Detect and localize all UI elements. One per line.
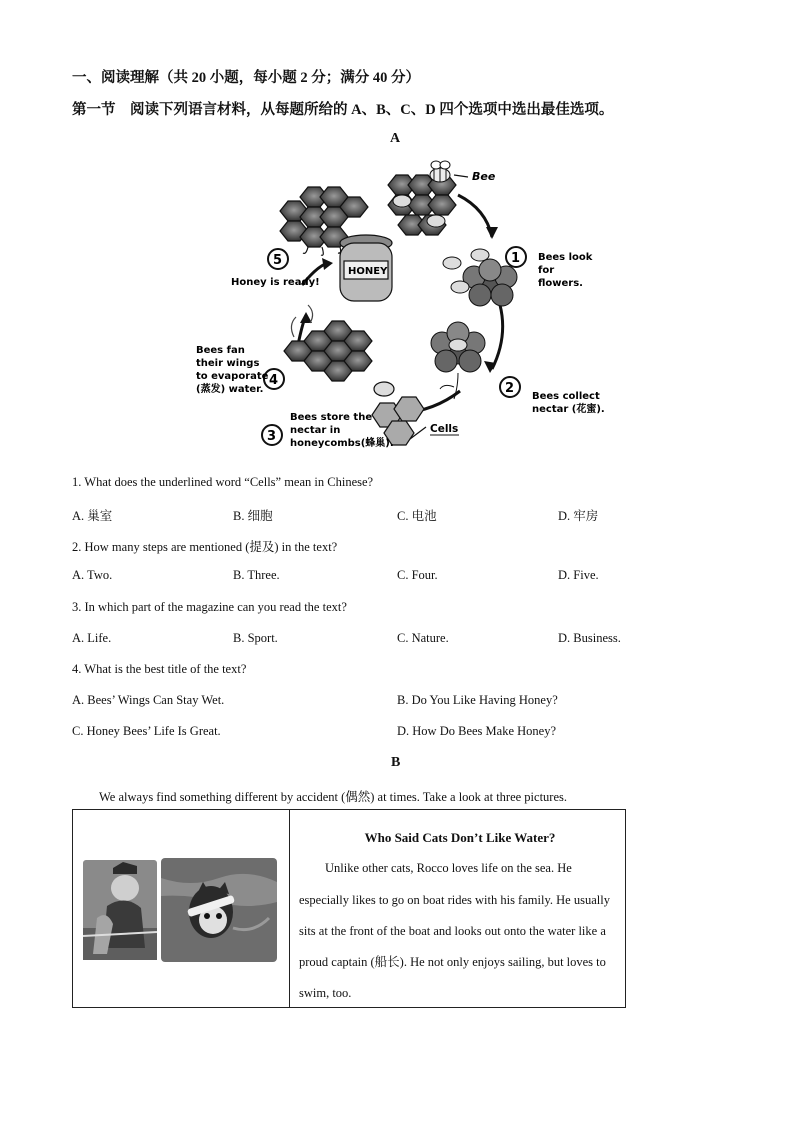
story-box <box>299 822 621 1010</box>
question-1: 1. What does the underlined word “Cells” mean in Chinese? <box>72 475 374 489</box>
question-3: 3. In which part of the magazine can you read the text? <box>72 600 347 614</box>
story-title: Who Said Cats Don’t Like Water? <box>364 830 556 845</box>
flower-bee-icon <box>431 322 485 399</box>
part-a-label: A <box>390 131 401 146</box>
q1-option-b: B. 细胞 <box>233 509 273 523</box>
svg-text:flowers.: flowers. <box>538 278 583 289</box>
honeycomb-fan-icon <box>284 305 372 381</box>
svg-text:4: 4 <box>269 373 279 388</box>
q3-option-c: C. Nature. <box>397 631 449 645</box>
story-text: Unlike other cats, Rocco loves life on the sea. He especially likes to go on boat rides with his family. He usually sits at the front of the boat and looks out onto the water like a proud captain (船长). He not only enjoys sailing, but loves to swim, too. <box>299 861 610 1001</box>
part-b-intro: We always find something different by accident (偶然) at times. Take a look at three pictures. <box>99 790 567 804</box>
q2-option-a: A. Two. <box>72 568 113 582</box>
question-4: 4. What is the best title of the text? <box>72 662 247 676</box>
pointer-line <box>454 175 468 177</box>
jar-label: HONEY <box>348 266 388 277</box>
svg-text:to evaporate: to evaporate <box>196 371 269 382</box>
svg-text:1: 1 <box>511 251 521 266</box>
cat-captain-photo <box>83 860 157 960</box>
question-2: 2. How many steps are mentioned (提及) in the text? <box>72 540 338 554</box>
svg-text:Bees store the: Bees store the <box>290 412 373 423</box>
svg-text:Bees collect: Bees collect <box>532 391 600 402</box>
section-header: 一、阅读理解（共 20 小题，每小题 2 分；满分 40 分） <box>72 70 420 86</box>
part-b-label: B <box>391 755 401 770</box>
svg-text:Bees look: Bees look <box>538 252 593 263</box>
q1-option-c: C. 电池 <box>397 509 437 523</box>
story-table <box>72 809 626 1008</box>
svg-text:nectar in: nectar in <box>290 425 341 436</box>
svg-text:Bees fan: Bees fan <box>196 345 245 356</box>
q1-option-d: D. 牢房 <box>558 509 599 523</box>
svg-text:3: 3 <box>267 429 277 444</box>
svg-text:Honey is ready!: Honey is ready! <box>231 277 320 288</box>
q3-option-b: B. Sport. <box>233 631 278 645</box>
q3-option-d: D. Business. <box>558 631 621 645</box>
cells-icon <box>372 382 424 445</box>
svg-text:for: for <box>538 265 555 276</box>
q2-option-c: C. Four. <box>397 568 438 582</box>
svg-text:nectar (花蜜).: nectar (花蜜). <box>532 404 605 415</box>
svg-text:honeycombs(蜂巢).: honeycombs(蜂巢). <box>290 438 394 449</box>
instruction: 第一节 阅读下列语言材料，从每题所给的 A、B、C、D 四个选项中选出最佳选项。 <box>72 102 614 118</box>
cat-swimming-photo <box>161 858 277 962</box>
svg-text:their wings: their wings <box>196 358 260 369</box>
q3-option-a: A. Life. <box>72 631 112 645</box>
cells-label: Cells <box>430 423 459 435</box>
q4-option-a: A. Bees’ Wings Can Stay Wet. <box>72 693 225 707</box>
cat-photos <box>83 858 277 962</box>
q1-option-a: A. 巢室 <box>72 509 113 523</box>
svg-text:5: 5 <box>273 253 283 268</box>
bee-icon <box>430 161 450 182</box>
table-divider <box>289 810 290 1007</box>
q4-option-c: C. Honey Bees’ Life Is Great. <box>72 724 221 738</box>
svg-text:(蒸发) water.: (蒸发) water. <box>196 384 264 395</box>
svg-text:2: 2 <box>505 381 515 396</box>
bee-label: Bee <box>472 170 496 183</box>
q2-option-b: B. Three. <box>233 568 280 582</box>
honey-process-diagram <box>190 155 610 455</box>
q4-option-b: B. Do You Like Having Honey? <box>397 693 558 707</box>
q4-option-d: D. How Do Bees Make Honey? <box>397 724 556 738</box>
q2-option-d: D. Five. <box>558 568 599 582</box>
